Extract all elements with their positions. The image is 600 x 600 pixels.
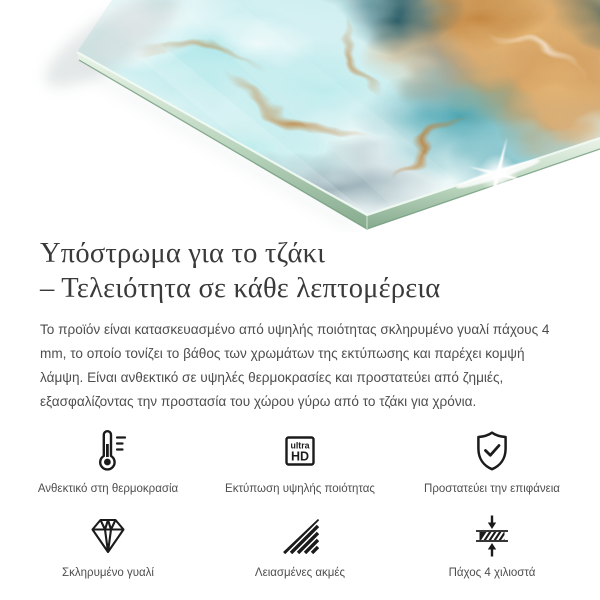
thermometer-icon	[85, 427, 131, 475]
title-line-2: – Τελειότητα σε κάθε λεπτομέρεια	[40, 272, 441, 304]
feature-polished-edges	[204, 511, 396, 579]
title-line-1: Υπόστρωμα για το τζάκι	[40, 238, 326, 269]
product-copy	[0, 237, 600, 414]
ultra-text: ultra	[290, 440, 310, 451]
feature-label: Πάχος 4 χιλιοστά	[448, 567, 536, 580]
hd-text: HD	[290, 449, 310, 464]
features-grid	[12, 427, 588, 579]
polished-edges-icon	[277, 511, 323, 559]
page-title	[40, 237, 562, 307]
ultra-hd-icon	[277, 427, 323, 475]
feature-temperature	[12, 427, 204, 495]
feature-label: Προστατεύει την επιφάνεια	[424, 483, 560, 496]
shield-check-icon	[469, 427, 515, 475]
feature-label: Σκληρυμένο γυαλί	[62, 567, 154, 580]
diamond-icon	[85, 511, 131, 559]
feature-surface-protection	[396, 427, 588, 495]
feature-label: Ανθεκτικό στη θερμοκρασία	[37, 483, 179, 496]
feature-print-quality	[204, 427, 396, 495]
feature-thickness	[396, 511, 588, 579]
product-description: Το προϊόν είναι κατασκευασμένο από υψηλής ποιότητας σκληρυμένο γυαλί πάχους 4 mm, το οποίο τονίζει το βάθος των χρωμάτων της εκτύπωσης και παρέχει κομψή λάμψη. Είναι ανθεκτικό σε υψηλές θερμοκρασίες και προστατεύει από ζημιές, εξασφαλίζοντας την προστασία του χώρου γύρω από το τζάκι για χρόνια.	[40, 321, 550, 410]
product-image	[0, 0, 600, 232]
thickness-icon	[469, 511, 515, 559]
feature-label: Εκτύπωση υψηλής ποιότητας	[225, 483, 375, 496]
feature-label: Λειασμένες ακμές	[254, 567, 346, 580]
feature-tempered-glass	[12, 511, 204, 579]
